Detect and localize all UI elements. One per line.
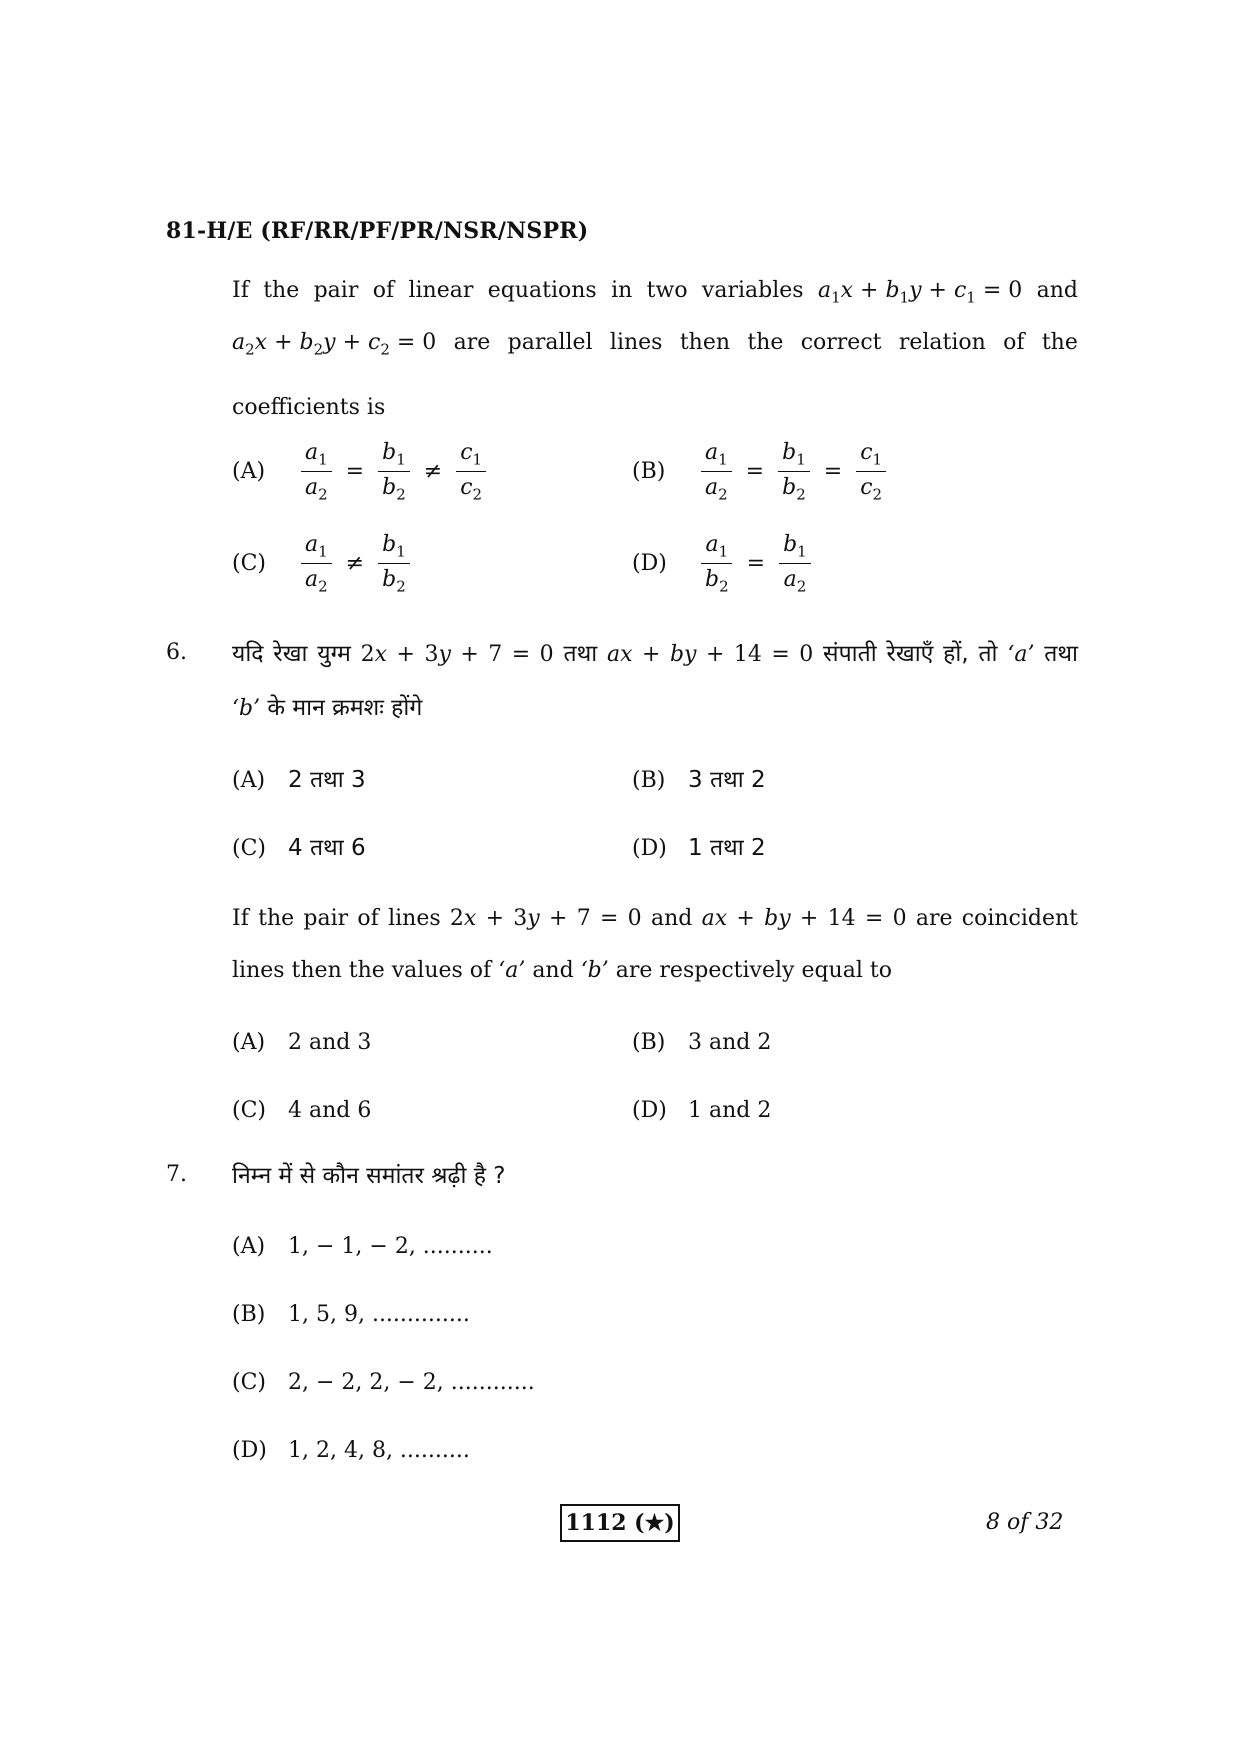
q6-hi-option-c: (C) 4 तथा 6 xyxy=(232,835,366,861)
q5-line-3: coefficients is xyxy=(232,395,386,420)
q6-hindi-line-1: यदि रेखा युग्म 2x + 3y + 7 = 0 तथा ax + by + 14 = 0 संपाती रेखाएँ हों, तो ‘a’ तथा xyxy=(232,641,1078,667)
page-number: 8 of 32 xyxy=(986,1510,1064,1535)
booklet-code-box: 1112 (★) xyxy=(560,1504,680,1542)
q6-english-line-2: lines then the values of ‘a’ and ‘b’ are respectively equal to xyxy=(232,958,892,983)
q6-hindi-line-2: ‘b’ के मान क्रमशः होंगे xyxy=(232,695,423,721)
q7-option-d: (D) 1, 2, 4, 8, .......... xyxy=(232,1438,470,1463)
q6-en-option-a: (A) 2 and 3 xyxy=(232,1030,372,1055)
q6-hi-option-b: (B) 3 तथा 2 xyxy=(632,767,766,793)
q5-line-1: If the pair of linear equations in two variables $a_1x + b_1y + c_1 = 0$ and xyxy=(232,278,1078,307)
q6-en-option-d: (D) 1 and 2 xyxy=(632,1098,772,1123)
q6-en-option-c: (C) 4 and 6 xyxy=(232,1098,372,1123)
equation-1: $a_1x + b_1y + c_1 = 0$ xyxy=(817,278,1023,307)
hi-equation-1: 2x + 3y + 7 = 0 xyxy=(360,642,554,667)
q7-option-c: (C) 2, − 2, 2, − 2, ............ xyxy=(232,1370,535,1395)
q6-hi-option-a: (A) 2 तथा 3 xyxy=(232,767,366,793)
paper-code: 81-H/E (RF/RR/PF/PR/NSR/NSPR) xyxy=(166,218,589,244)
equation-2: $a_2x + b_2y + c_2 = 0$ xyxy=(232,330,437,359)
q6-english-line-1: If the pair of lines 2x + 3y + 7 = 0 and ax + by + 14 = 0 are coincident xyxy=(232,906,1079,931)
question-number-6: 6. xyxy=(166,640,187,665)
q5-line-2: $a_2x + b_2y + c_2 = 0$ are parallel lines then the correct relation of the xyxy=(232,330,1078,359)
q6-en-option-b: (B) 3 and 2 xyxy=(632,1030,772,1055)
question-number-7: 7. xyxy=(166,1162,187,1187)
q5-option-b: (B) $\frac{a_1}{a_2}$ = $\frac{b_1}{b_2}$ = $\frac{c_1}{c_2}$ xyxy=(632,440,892,504)
q5-option-c: (C) $\frac{a_1}{a_2}$ ≠ $\frac{b_1}{b_2}$ xyxy=(232,532,416,596)
q7-option-b: (B) 1, 5, 9, .............. xyxy=(232,1302,470,1327)
en-equation-2: ax + by + 14 = 0 xyxy=(701,906,907,931)
q7-option-a: (A) 1, − 1, − 2, .......... xyxy=(232,1234,493,1259)
q7-hindi-question: निम्न में से कौन समांतर श्रढ़ी है ? xyxy=(232,1163,506,1189)
q6-hi-option-d: (D) 1 तथा 2 xyxy=(632,835,766,861)
en-equation-1: 2x + 3y + 7 = 0 xyxy=(449,906,642,931)
hi-equation-2: ax + by + 14 = 0 xyxy=(607,642,814,667)
q5-option-a: (A) $\frac{a_1}{a_2}$ = $\frac{b_1}{b_2}$ ≠ $\frac{c_1}{c_2}$ xyxy=(232,440,492,504)
q5-option-d: (D) $\frac{a_1}{b_2}$ = $\frac{b_1}{a_2}$ xyxy=(632,532,817,596)
